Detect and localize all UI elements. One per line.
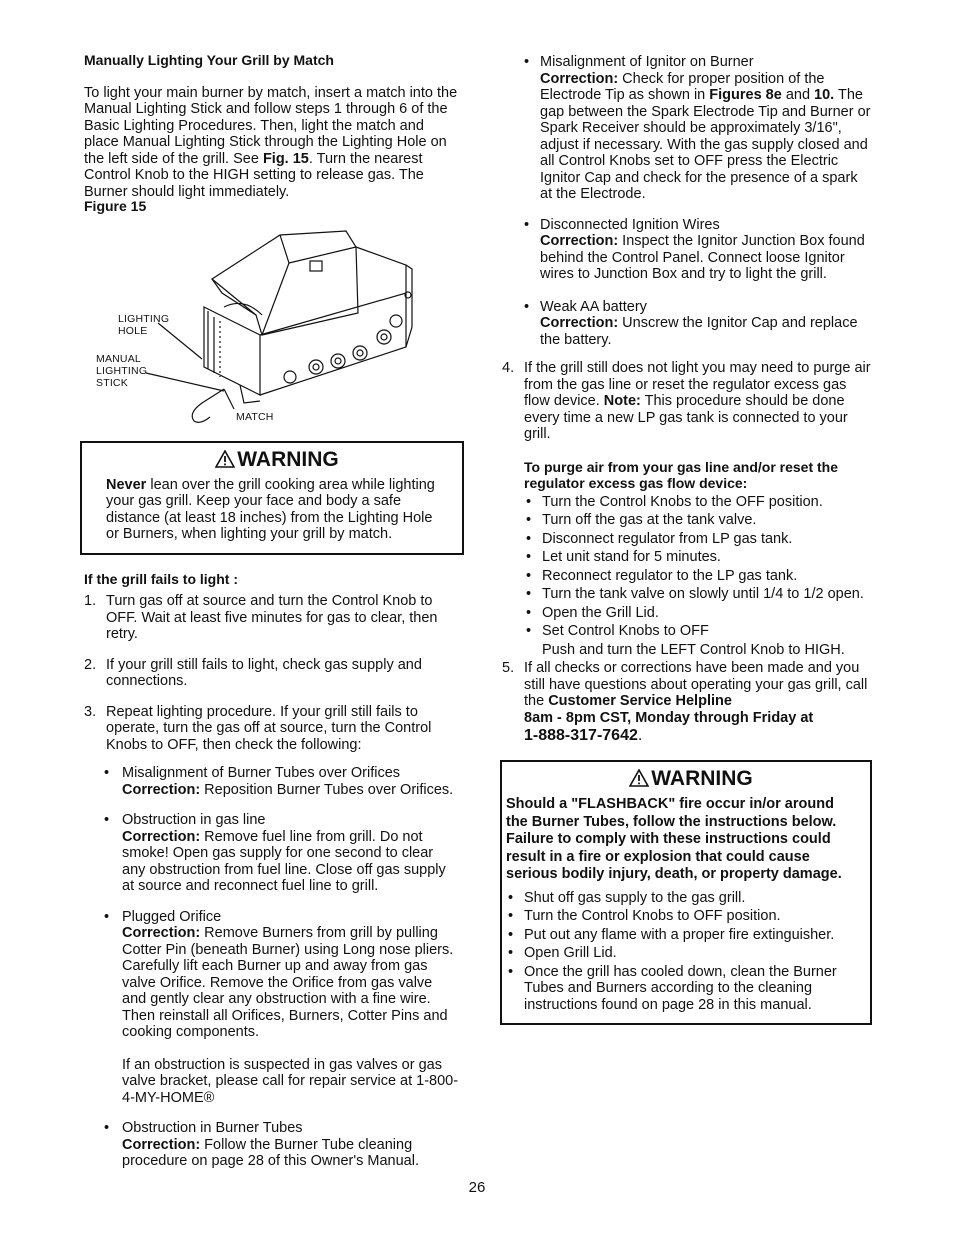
figure-label: Figure 15 (84, 198, 147, 214)
bullet-icon: • (104, 765, 110, 781)
correction-text: Remove fuel line from grill. Do not smoke! Open gas supply for one second to clear any obstruction from fuel line. Close off gas supply at source and reconnect fuel line to grill. (122, 828, 446, 894)
left-warning-box (80, 441, 464, 555)
check-correction (540, 233, 872, 283)
warning-triangle-icon (215, 450, 235, 468)
flashback-step: • Once the grill has cooled down, clean the Burner Tubes and Burners according to the cleaning instructions found on page 28 in this manual. (506, 964, 856, 1014)
step-number: 1. (84, 593, 97, 609)
right-checks (500, 54, 872, 348)
purge-final: Push and turn the LEFT Control Knob to HIGH. (542, 641, 845, 658)
step-3 (84, 703, 460, 754)
step-text (524, 660, 872, 710)
step-number: 5. (502, 660, 515, 676)
check-item (102, 765, 460, 798)
check-title: Plugged Orifice (122, 908, 222, 925)
bullet-icon: • (524, 298, 530, 315)
correction-text: The gap between the Spark Electrode Tip and Burner or Spark Receiver should be approximately 3/16", adjust if necessary. With the gas supply closed and all Control Knobs set to OFF press the Electric Ignitor Cap and check for the presence of a spark at the Electrode. (540, 87, 871, 202)
right-warning-title (526, 768, 856, 790)
check-correction (122, 1137, 460, 1170)
check-title: Weak AA battery (540, 298, 647, 315)
check-correction (122, 925, 460, 1041)
step-2 (84, 656, 460, 690)
correction-label: Correction: (122, 781, 201, 798)
step-5 (502, 660, 872, 710)
warning-triangle-icon (629, 769, 649, 787)
intro-text: To light your main burner by match, insert a match into the Manual Lighting Stick and follow steps 1 through 6 of the Basic Lighting Procedures. Then, light the match and place Manual Lighting Stick through the Lighting Hole on the left side of the grill. See (84, 84, 458, 167)
check-correction (540, 315, 872, 348)
check-title: Obstruction in Burner Tubes (122, 1120, 303, 1136)
period: . (637, 727, 643, 744)
check-correction (122, 829, 460, 895)
check-title: Disconnected Ignition Wires (540, 216, 720, 233)
correction-label: Correction: (540, 70, 619, 87)
intro-text-rest: . Turn the nearest Control Knob to the HIGH setting to release gas. The Burner should light immediately. (84, 150, 424, 200)
bullet-icon: • (104, 908, 110, 925)
figure-reference: Figures 8e (709, 87, 782, 103)
correction-text: and (781, 87, 815, 103)
manual-lighting-intro (84, 85, 460, 201)
correction-label: Correction: (540, 233, 619, 249)
check-item (524, 54, 872, 203)
helpline-phone-line (524, 726, 872, 746)
flashback-step: • Open Grill Lid. (506, 945, 856, 962)
fails-heading: If the grill fails to light : (84, 570, 238, 587)
warning-lead: Never (106, 476, 147, 493)
right-steps (500, 360, 872, 443)
purge-step: • Set Control Knobs to OFF (524, 623, 872, 640)
check-item (102, 812, 460, 895)
lighting-hole-callout: LIGHTING HOLE (118, 312, 170, 337)
left-warning-title (106, 449, 448, 471)
purge-step: • Open the Grill Lid. (524, 605, 872, 622)
flashback-step: • Turn the Control Knobs to OFF position. (506, 908, 856, 925)
left-warning-text (106, 477, 448, 543)
manual-lighting-heading: Manually Lighting Your Grill by Match (84, 52, 334, 68)
purge-step: • Turn the tank valve on slowly until 1/4 to 1/2 open. (524, 586, 872, 603)
match-callout: MATCH (236, 410, 274, 423)
steps-list (84, 593, 460, 753)
check-item (524, 216, 872, 283)
warning-title-text: WARNING (237, 447, 339, 471)
page-number: 26 (468, 1179, 486, 1196)
left-column (84, 52, 460, 1170)
check-item (102, 1120, 460, 1170)
correction-text: Inspect the Ignitor Junction Box found behind the Control Panel. Connect loose Ignitor wires to Junction Box and try to light the grill. (540, 233, 865, 282)
correction-label: Correction: (122, 828, 201, 845)
correction-label: Correction: (540, 315, 619, 331)
flashback-steps (506, 890, 856, 1014)
flashback-step: • Shut off gas supply to the gas grill. (506, 890, 856, 907)
purge-step: • Let unit stand for 5 minutes. (524, 549, 872, 566)
correction-label: Correction: (122, 1136, 201, 1153)
purge-step: • Disconnect regulator from LP gas tank. (524, 531, 872, 548)
warning-body: lean over the grill cooking area while lighting your gas grill. Keep your face and body a safe distance (at least 18 inches) from the Lighting Hole or Burners, when lighting your grill by match. (106, 476, 435, 542)
purge-step: • Reconnect regulator to the LP gas tank. (524, 568, 872, 585)
correction-label: Correction: (122, 925, 201, 941)
flashback-step: • Put out any flame with a proper fire extinguisher. (506, 927, 856, 944)
manual-stick-callout: MANUAL LIGHTING STICK (96, 352, 148, 389)
figure-reference: 10. (814, 87, 835, 103)
obstruction-note: If an obstruction is suspected in gas valves or gas valve bracket, please call for repair service at 1-800-4-MY-HOME® (122, 1056, 459, 1106)
correction-text: Reposition Burner Tubes over Orifices. (200, 781, 454, 798)
step-4 (502, 360, 872, 443)
correction-text: Follow the Burner Tube cleaning procedure on page 28 of this Owner's Manual. (122, 1136, 419, 1169)
check-title: Misalignment of Burner Tubes over Orifices (122, 765, 401, 781)
check-title: Misalignment of Ignitor on Burner (540, 54, 754, 70)
bullet-icon: • (104, 812, 110, 828)
purge-section (500, 459, 872, 747)
step-text: If your grill still fails to light, check gas supply and connections. (106, 656, 422, 689)
figure-reference: Fig. 15 (262, 150, 309, 167)
check-item (102, 909, 460, 1041)
correction-text: Remove Burners from grill by pulling Cotter Pin (beneath Burner) using Long nose pliers. Carefully lift each Burner up and away from gas valve Orifice. Remove the Orifice from gas valve and gently clear any obstruction with a fine wire. Then reinstall all Orifices, Burners, Cotter Pins and cooking components. (122, 925, 454, 1040)
step-text (524, 360, 872, 443)
purge-steps (524, 494, 872, 640)
step-1 (84, 593, 460, 643)
grill-figure (84, 217, 460, 441)
helpline-phone: 1-888-317-7642 (524, 727, 638, 744)
check-correction (540, 71, 872, 203)
right-warning-lead: Should a "FLASHBACK" fire occur in/or around the Burner Tubes, follow the instructions below. Failure to comply with these instructions could result in a fire or explosion that could cause serious bodily injury, death, or property damage. (506, 796, 842, 882)
right-warning-box (500, 760, 872, 1025)
check-correction (122, 782, 460, 799)
step-text: Repeat lighting procedure. If your grill still fails to operate, turn the gas off at source, turn the Control Knobs to OFF, then check the following: (106, 703, 432, 753)
note-label: Note: (603, 393, 641, 409)
helpline-hours: 8am - 8pm CST, Monday through Friday at (524, 709, 814, 726)
step-text-a: If the grill still does not light you may need to purge air from the gas line or reset the regulator excess gas flow device. (524, 360, 871, 409)
warning-title-text: WARNING (651, 767, 753, 790)
step-number: 4. (502, 360, 515, 376)
purge-heading: To purge air from your gas line and/or reset the regulator excess gas flow device: (524, 458, 839, 491)
bullet-icon: • (524, 54, 530, 70)
check-item (524, 298, 872, 349)
step-number: 3. (84, 703, 97, 720)
step-text-main: If all checks or corrections have been made and you still have questions about operating your gas grill, call the (524, 660, 868, 709)
correction-text: Unscrew the Ignitor Cap and replace the battery. (540, 315, 858, 348)
step-text: Turn gas off at source and turn the Control Knob to OFF. Wait at least five minutes for gas to clear, then retry. (106, 593, 438, 642)
purge-step: • Turn the Control Knobs to the OFF position. (524, 494, 872, 511)
bullet-icon: • (524, 216, 530, 233)
step-text-b: This procedure should be done every time a new LP gas tank is connected to your grill. (524, 393, 848, 442)
step-number: 2. (84, 656, 97, 673)
left-checks (84, 765, 460, 1170)
helpline-label: Customer Service Helpline (548, 693, 732, 709)
bullet-icon: • (104, 1120, 110, 1136)
right-column (500, 54, 872, 1025)
check-title: Obstruction in gas line (122, 812, 266, 828)
purge-step: • Turn off the gas at the tank valve. (524, 512, 872, 529)
correction-text: Check for proper position of the Electrode Tip as shown in (540, 70, 825, 103)
